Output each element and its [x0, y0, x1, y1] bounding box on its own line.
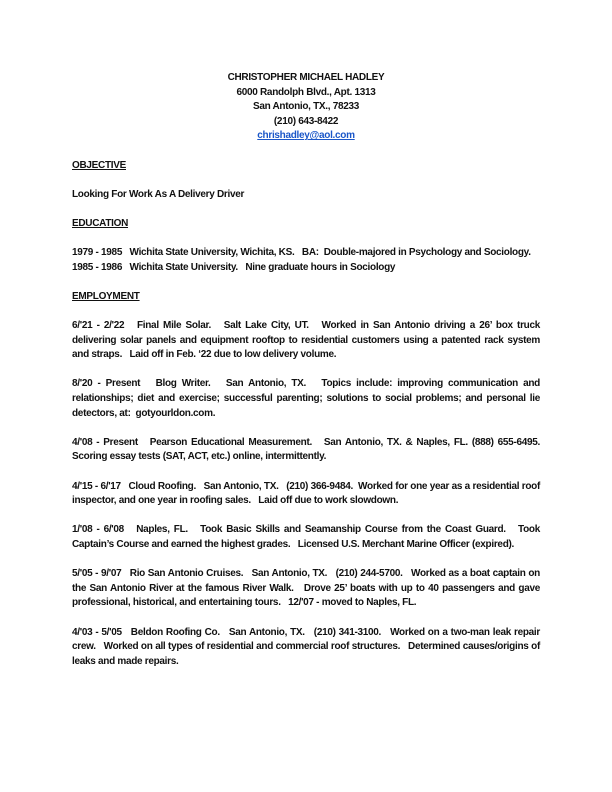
- full-name: CHRISTOPHER MICHAEL HADLEY: [227, 72, 385, 83]
- email-link[interactable]: chrishadley@aol.com: [257, 130, 355, 142]
- objective-heading: OBJECTIVE: [72, 159, 126, 171]
- address-line-2: San Antonio, TX., 78233: [252, 101, 360, 113]
- employment-entry: 5/'05 - 9/'07 Rio San Antonio Cruises. San Antonio, TX. (210) 244-5700. Worked as a boat captain on the San Antonio River at the famous River Walk. Drove 25’ boats with up to 40 passengers and gave professional, historical, and entertaining tours. 12/'07 - moved to Naples, FL.: [72, 568, 543, 609]
- phone-number: (210) 643-8422: [273, 115, 339, 127]
- employment-entry: 4/'03 - 5/'05 Beldon Roofing Co. San Antonio, TX. (210) 341-3100. Worked on a two-man leak repair crew. Worked on all types of residential and commercial roof structures. Determined causes/origins of leaks and made repairs.: [72, 626, 543, 667]
- employment-entry: 6/'21 - 2/'22 Final Mile Solar. Salt Lake City, UT. Worked in San Antonio driving a 26’ box truck delivering solar panels and equipment rooftop to residential customers using a patented rack system and straps. Laid off in Feb. ‘22 due to low delivery volume.: [72, 320, 543, 361]
- employment-heading: EMPLOYMENT: [72, 290, 140, 302]
- resume-page: [72, 71, 548, 669]
- employment-entry: 4/'08 - Present Pearson Educational Measurement. San Antonio, TX. & Naples, FL. (888) 655-6495. Scoring essay tests (SAT, ACT, etc.) online, intermittently.: [72, 436, 548, 463]
- education-entry: 1979 - 1985 Wichita State University, Wichita, KS. BA: Double-majored in Psychology and Sociology.: [72, 247, 531, 259]
- address-line-1: 6000 Randolph Blvd., Apt. 1313: [236, 86, 376, 98]
- education-entry: 1985 - 1986 Wichita State University. Nine graduate hours in Sociology: [72, 261, 396, 273]
- employment-entry: 4/'15 - 6/'17 Cloud Roofing. San Antonio, TX. (210) 366-9484. Worked for one year as a residential roof inspector, and one year in roofing sales. Laid off due to work slowdown.: [72, 480, 543, 507]
- objective-text: Looking For Work As A Delivery Driver: [72, 188, 245, 200]
- employment-entry: 8/'20 - Present Blog Writer. San Antonio, TX. Topics include: improving communication and relationships; diet and exercise; successful parenting; solutions to social problems; and personal lie detectors, at: gotyourldon.com.: [72, 378, 543, 419]
- education-heading: EDUCATION: [72, 217, 129, 229]
- contact-header: [72, 71, 540, 144]
- employment-entry: 1/'08 - 6/'08 Naples, FL. Took Basic Skills and Seamanship Course from the Coast Guard. Took Captain’s Course and earned the highest grades. Licensed U.S. Merchant Marine Officer (expired).: [72, 524, 543, 550]
- email-line: [72, 129, 540, 144]
